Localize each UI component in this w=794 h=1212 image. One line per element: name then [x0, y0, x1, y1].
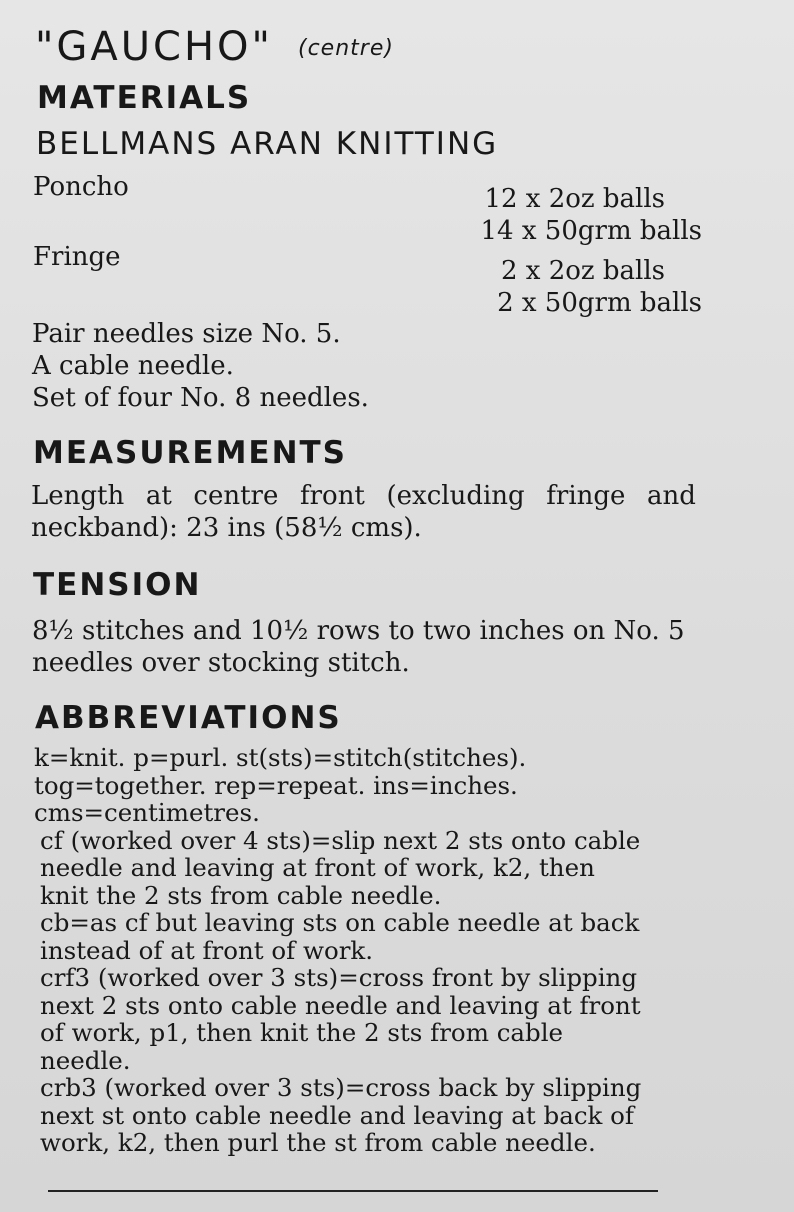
fringe-quantity-oz: 2 x 2oz balls: [500, 256, 665, 286]
abbreviation-line: crf3 (worked over 3 sts)=cross front by slipping: [40, 963, 638, 992]
abbreviation-line: k=knit. p=purl. st(sts)=stitch(stitches).: [34, 743, 527, 772]
measurements-text: [31, 480, 696, 544]
needles-list: [32, 318, 369, 414]
pattern-title-subtitle: (centre): [298, 36, 394, 61]
abbreviation-line: instead of at front of work.: [40, 935, 374, 965]
abbreviation-line: next st onto cable needle and leaving at back of: [40, 1100, 634, 1130]
abbreviation-line: cms=centimetres.: [34, 798, 260, 827]
measurements-line: [31, 480, 696, 512]
abbreviation-line: work, k2, then purl the st from cable needle.: [40, 1128, 596, 1157]
word: at: [145, 481, 172, 511]
measurements-line: neckband): 23 ins (58½ cms).: [31, 513, 422, 543]
tension-text: [32, 615, 685, 679]
needles-line: Set of four No. 8 needles.: [32, 383, 369, 413]
needles-line: A cable needle.: [32, 351, 234, 381]
abbreviation-line: cf (worked over 4 sts)=slip next 2 sts onto cable: [40, 825, 641, 855]
tension-line: needles over stocking stitch.: [32, 648, 410, 678]
tension-line: 8½ stitches and 10½ rows to two inches on No. 5: [32, 616, 685, 646]
abbreviations-list: [34, 744, 679, 1157]
word: Length: [31, 481, 125, 511]
measurements-heading: MEASUREMENTS: [33, 435, 348, 471]
abbreviation-line: knit the 2 sts from cable needle.: [40, 880, 442, 910]
word: (excluding: [386, 481, 525, 511]
tension-heading: TENSION: [33, 567, 202, 603]
section-divider: [48, 1190, 658, 1192]
abbreviation-line: needle.: [40, 1045, 131, 1075]
word: front: [299, 481, 365, 511]
abbreviation-line: of work, p1, then knit the 2 sts from cable: [40, 1018, 564, 1047]
abbreviations-heading: ABBREVIATIONS: [35, 700, 342, 736]
word: centre: [193, 481, 279, 511]
pattern-title: "GAUCHO": [35, 24, 273, 70]
yarn-name: BELLMANS ARAN KNITTING: [36, 126, 499, 162]
abbreviation-line: tog=together. rep=repeat. ins=inches.: [34, 770, 518, 800]
materials-heading: MATERIALS: [37, 80, 252, 116]
word: and: [647, 481, 696, 511]
abbreviation-line: next 2 sts onto cable needle and leaving at front: [40, 990, 641, 1020]
fringe-label: Fringe: [33, 242, 121, 272]
abbreviation-line: cb=as cf but leaving sts on cable needle at back: [40, 908, 640, 937]
poncho-quantity-grm: 14 x 50grm balls: [480, 216, 702, 246]
word: fringe: [546, 481, 626, 511]
poncho-quantity-oz: 12 x 2oz balls: [484, 184, 665, 214]
fringe-quantity-grm: 2 x 50grm balls: [497, 288, 702, 318]
poncho-label: Poncho: [33, 172, 129, 202]
abbreviation-line: crb3 (worked over 3 sts)=cross back by slipping: [40, 1073, 642, 1102]
abbreviation-line: needle and leaving at front of work, k2, then: [40, 853, 595, 882]
needles-line: Pair needles size No. 5.: [32, 319, 341, 349]
